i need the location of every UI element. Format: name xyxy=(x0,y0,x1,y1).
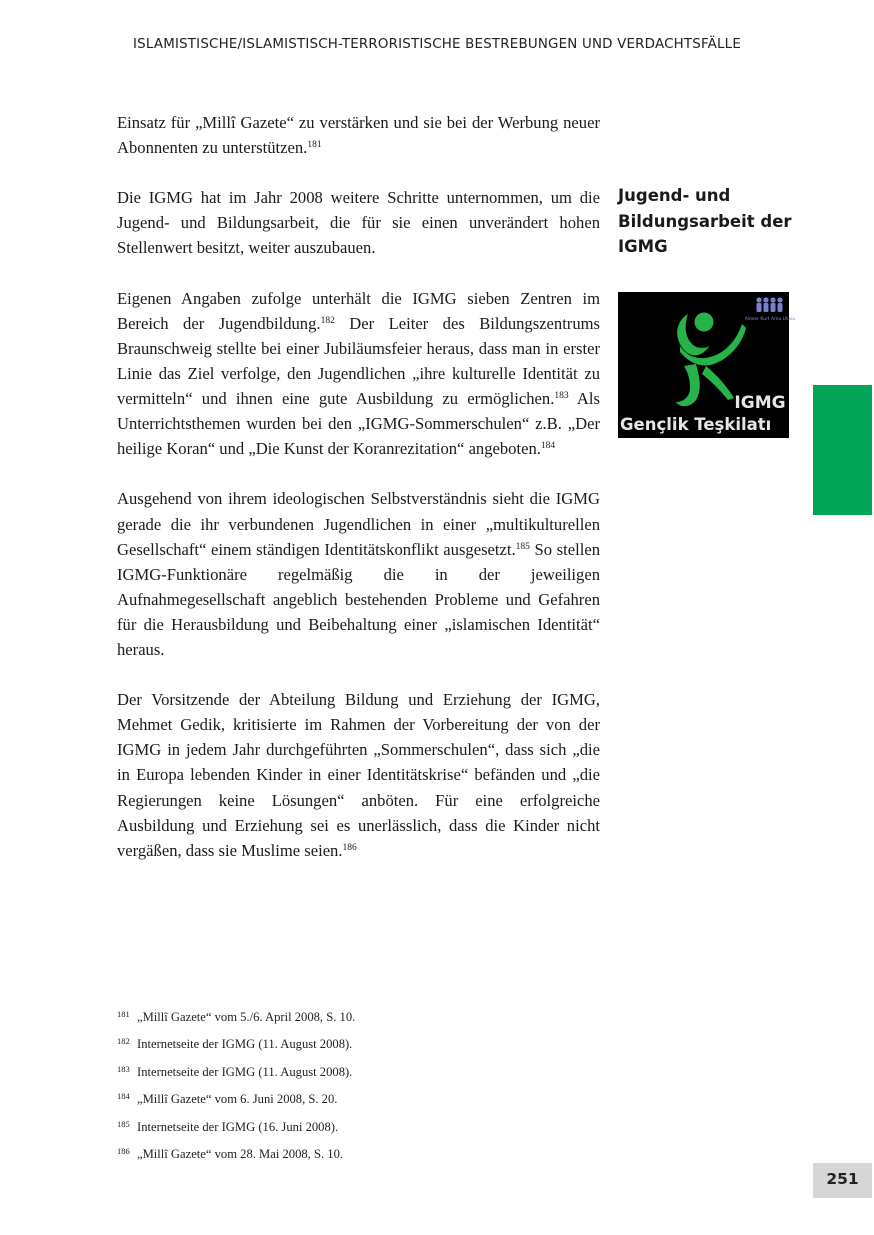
paragraph-text: Eigenen Angaben zufolge unterhält die IGMG sieben Zentren im Bereich der Jugendbildung. xyxy=(117,288,600,333)
footnote xyxy=(117,1062,717,1089)
igmg-youth-logo-image xyxy=(618,292,796,438)
page-number: 251 xyxy=(813,1163,872,1198)
image-caption: Gençlik Teşkilatı xyxy=(620,415,772,434)
paragraph-text: Einsatz für „Millî Gazete“ zu verstärken und sie bei der Werbung neuer Abonnenten zu unterstützen. xyxy=(117,113,600,158)
image-small-text: Aileler Kurt Ama Ulusu xyxy=(744,317,796,322)
paragraph xyxy=(117,486,600,662)
paragraph-text: Der Leiter des Bildungszentrums Braunschweig stellte bei einer Jubiläumsfeier heraus, dass man in erster Linie das Ziel verfolge, den Jugendlichen „ihre kulturelle Identität zu vermitteln“ und ihnen eine gute Ausbildung zu ermöglichen. xyxy=(117,313,600,409)
margin-heading-line: IGMG xyxy=(618,237,668,256)
running-header: ISLAMISTISCHE/ISLAMISTISCH-TERRORISTISCHE BESTREBUNGEN UND VERDACHTSFÄLLE xyxy=(133,37,741,52)
chapter-tab xyxy=(813,385,872,515)
footnotes xyxy=(117,1007,717,1171)
footnote xyxy=(117,1117,717,1144)
footnote-number: 182 xyxy=(117,1036,130,1047)
image-logo-text: IGMG xyxy=(734,393,786,413)
footnote-number: 181 xyxy=(117,1009,130,1019)
paragraph-text: Die IGMG hat im Jahr 2008 weitere Schritte unternommen, um die Jugend- und Bildungsarbeit, die für sie einen unverändert hohen Stellenwert besitzt, weiter auszubauen. xyxy=(117,188,600,258)
footnote-reference: 182 xyxy=(320,315,335,326)
footnote-reference: 183 xyxy=(554,391,569,402)
paragraph xyxy=(117,185,600,260)
paragraph xyxy=(117,687,600,863)
paragraph-text: So stellen IGMG-Funktionäre regelmäßig die in der jeweiligen Aufnahmegesellschaft angeblich bestehenden Probleme und Gefahren für die Herausbildung und Beibehaltung einer „islamischen Identität“ heraus. xyxy=(117,539,600,659)
paragraph-text: Als Unterrichtsthemen wurden bei den „IGMG-Sommerschulen“ z.B. „Der heilige Koran“ und „Die Kunst der Koranrezitation“ angeboten. xyxy=(117,389,600,459)
paragraph xyxy=(117,286,600,462)
footnote-reference: 186 xyxy=(342,842,357,853)
footnote-text: „Millî Gazete“ vom 5./6. April 2008, S. 10. xyxy=(137,1010,356,1024)
footnote-text: „Millî Gazete“ vom 28. Mai 2008, S. 10. xyxy=(137,1146,344,1161)
footnote xyxy=(117,1034,717,1061)
footnote-number: 185 xyxy=(117,1118,130,1129)
paragraph-text: Der Vorsitzende der Abteilung Bildung und Erziehung der IGMG, Mehmet Gedik, kritisierte im Rahmen der Vorbereitung der von der IGMG in jedem Jahr durchgeführten „Sommerschulen“, dass sich „die in Europa lebenden Kinder in einer Identitätskrise“ befänden und „die Regierungen keine Lösungen“ anböten. Für eine erfolgreiche Ausbildung und Erziehung sei es unerlässlich, dass die Kinder nicht vergäßen, dass sie Muslime seien. xyxy=(117,690,600,860)
footnote-number: 186 xyxy=(117,1145,130,1156)
margin-heading-line: Jugend- und xyxy=(618,186,731,205)
footnote xyxy=(117,1144,717,1171)
paragraph xyxy=(117,110,600,160)
footnote xyxy=(117,1007,717,1034)
footnote-text: Internetseite der IGMG (11. August 2008). xyxy=(137,1064,353,1079)
footnote-reference: 185 xyxy=(515,541,530,552)
footnote-number: 183 xyxy=(117,1063,130,1074)
footnote-reference: 184 xyxy=(540,441,556,452)
paragraph-text: Ausgehend von ihrem ideologischen Selbstverständnis sieht die IGMG gerade die ihr verbundenen Jugendlichen in einer „multikulturellen Gesellschaft“ einem ständigen Identitätskonflikt ausgesetzt. xyxy=(117,489,600,559)
footnote xyxy=(117,1089,717,1116)
footnote-text: Internetseite der IGMG (16. Juni 2008). xyxy=(137,1119,339,1134)
footnote-text: Internetseite der IGMG (11. August 2008). xyxy=(137,1037,353,1052)
margin-heading xyxy=(618,183,793,260)
footnote-number: 184 xyxy=(117,1091,130,1102)
footnote-text: „Millî Gazete“ vom 6. Juni 2008, S. 20. xyxy=(137,1092,338,1107)
body-text xyxy=(117,110,600,888)
margin-heading-line: Bildungsarbeit der xyxy=(618,211,792,231)
footnote-reference: 181 xyxy=(307,140,322,151)
